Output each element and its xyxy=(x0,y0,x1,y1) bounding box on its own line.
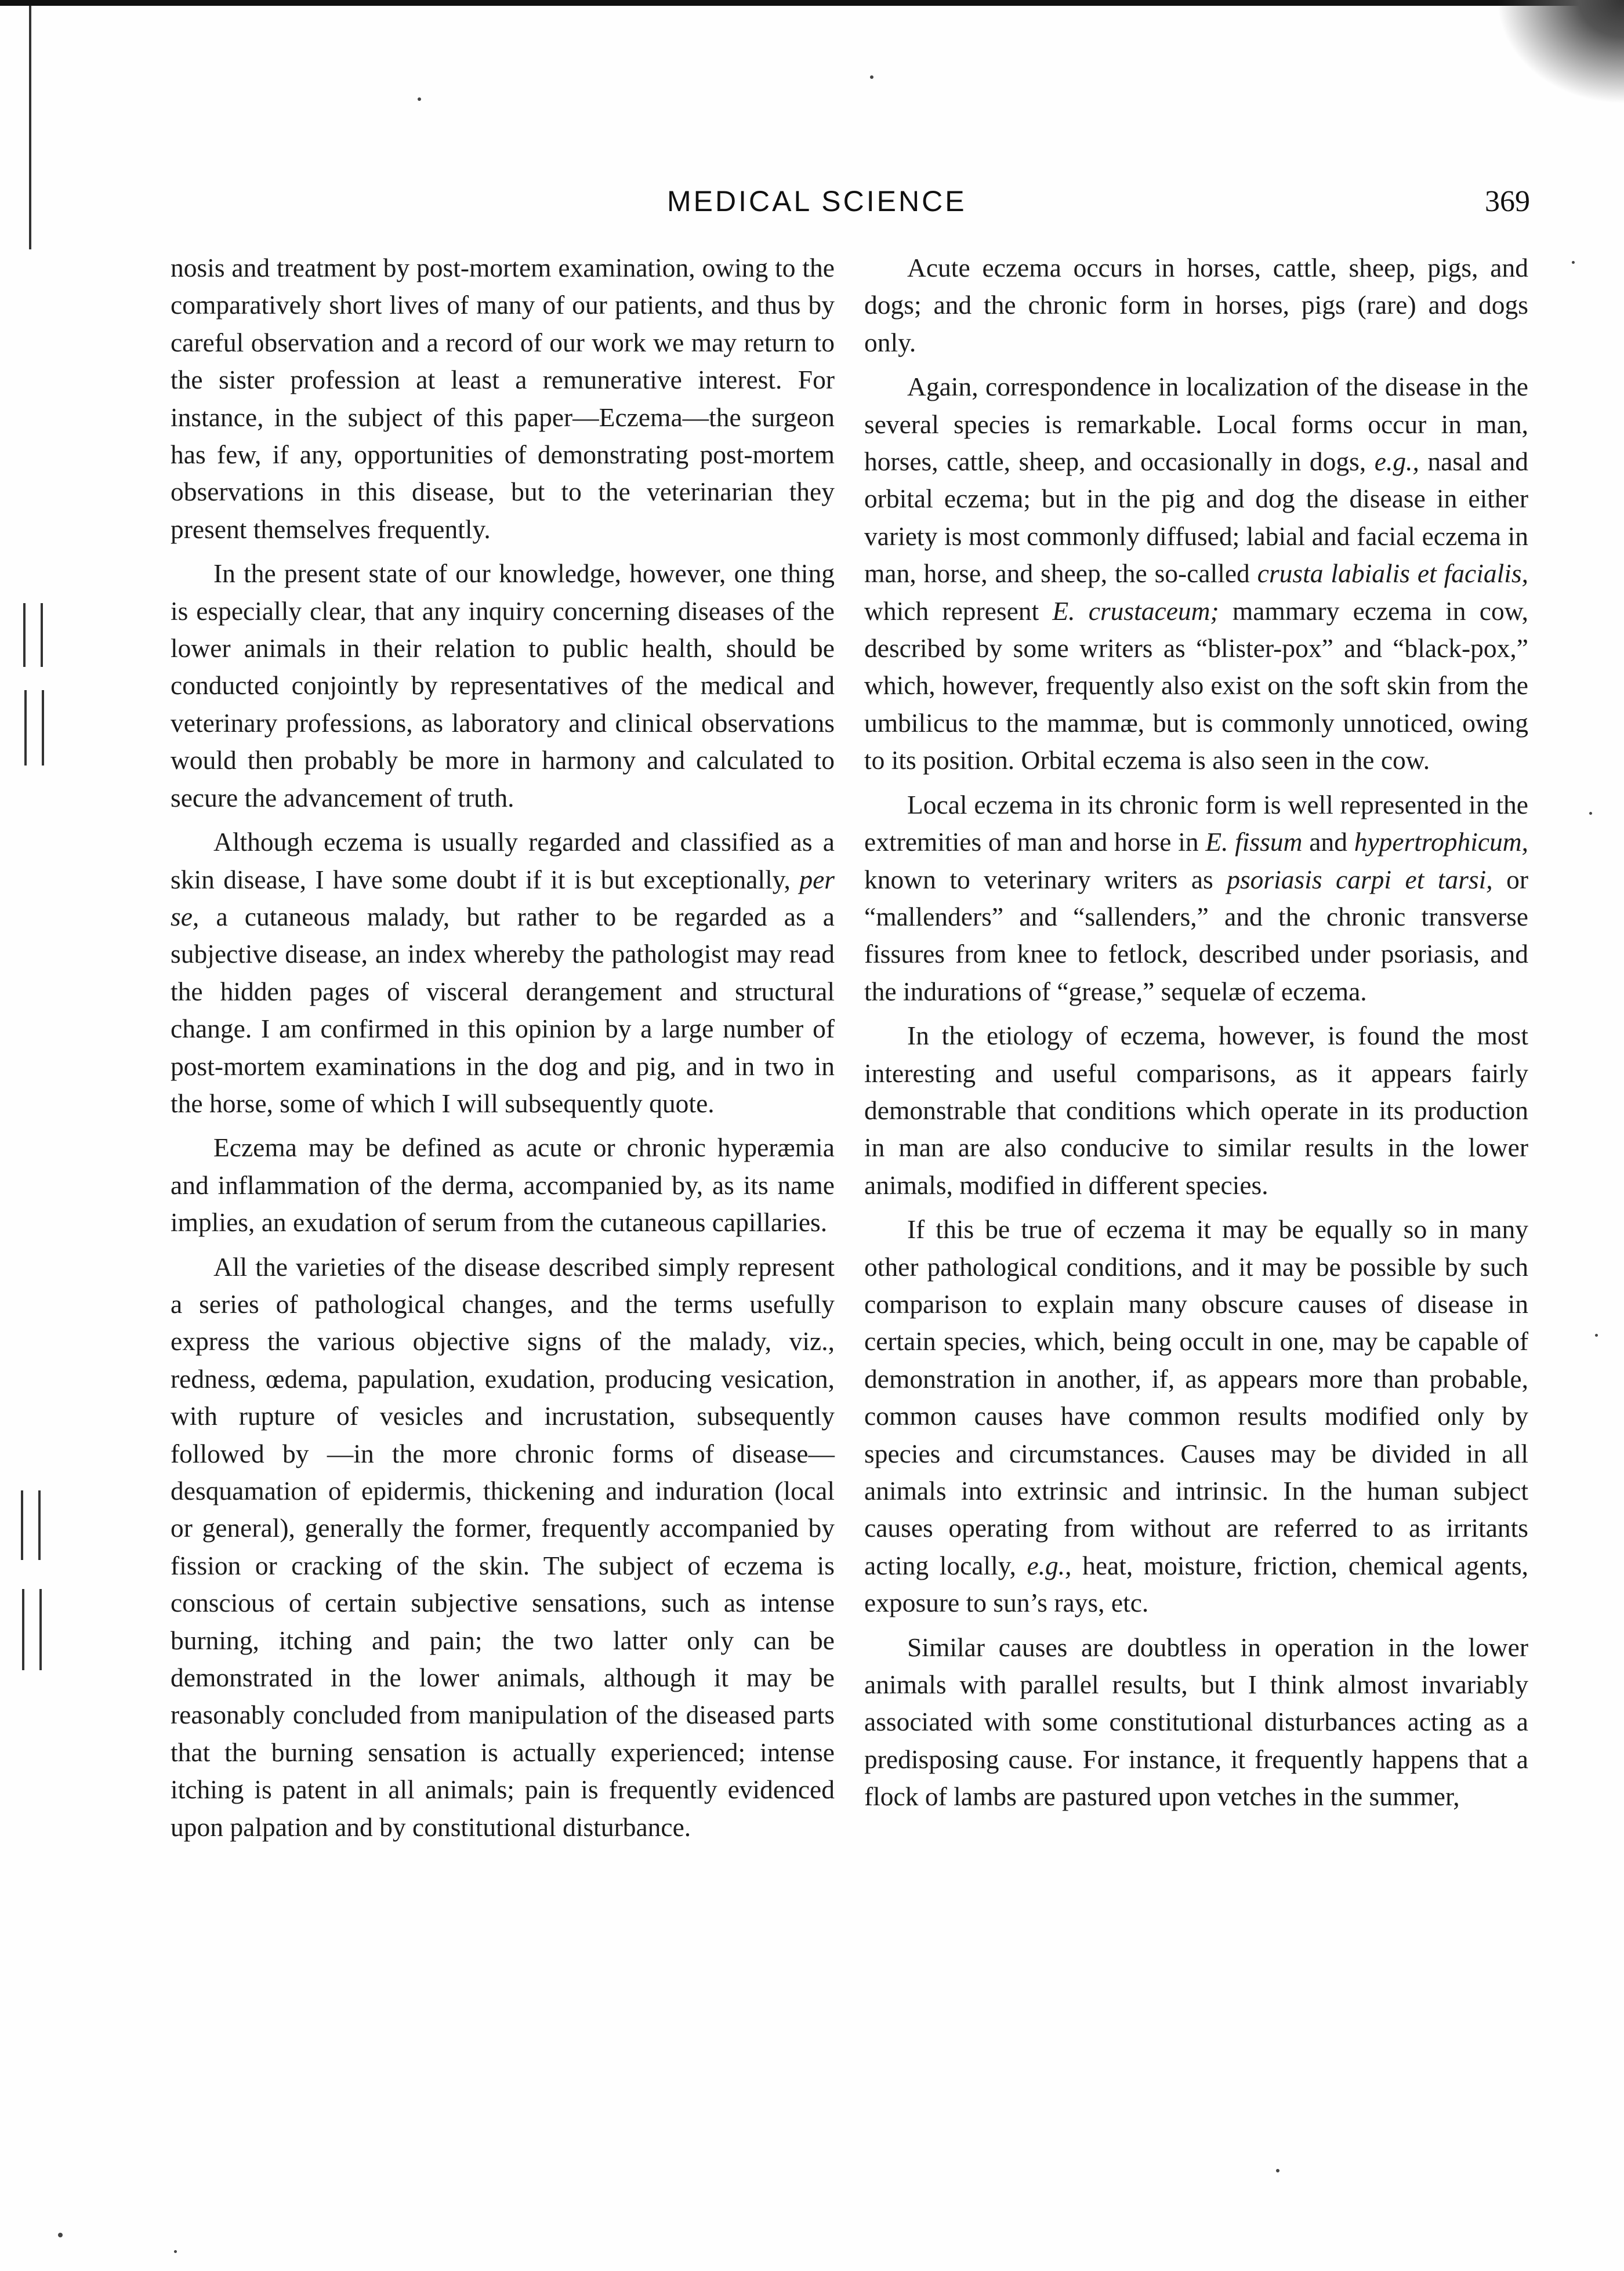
scan-edge-top xyxy=(0,0,1624,6)
running-head-title: MEDICAL SCIENCE xyxy=(667,185,967,217)
running-head xyxy=(0,184,1624,219)
scan-speck xyxy=(1595,1334,1598,1337)
scan-corner-shadow xyxy=(1496,0,1624,104)
margin-ring-mark xyxy=(23,603,43,667)
left-column xyxy=(171,249,835,1853)
scan-speck xyxy=(58,2233,63,2237)
paragraph: Similar causes are doubtless in operation in the lower animals with parallel results, but I think almost invariably associated with some constitutional disturbances acting as a predisposing cause. For instance, it frequently happens that a flock of lambs are pastured upon vetches in the summer, xyxy=(864,1632,1528,1812)
scan-speck xyxy=(1572,261,1575,264)
margin-ring-mark xyxy=(22,1589,42,1670)
paragraph: nosis and treatment by post-mortem examination, owing to the comparatively short lives of many of our patients, and thus by careful observation and a record of our work we may return to the sister profession at least a remunerative interest. For instance, in the subject of this paper—Eczema—the surgeon has few, if any, opportunities of demonstrating post-mortem observations in this disease, but to the veterinarian they present themselves frequently. xyxy=(171,253,835,544)
paragraph: Although eczema is usually regarded and classified as a skin disease, I have some doubt if it is but exceptionally, per se, a cutaneous malady, but rather to be regarded as a subjective disease, an index whereby the pathologist may read the hidden pages of visceral derangement and structural change. I am confirmed in this opinion by a large number of post-mortem examinations in the dog and pig, and in two in the horse, some of which I will subsequently quote. xyxy=(171,827,835,1118)
scan-speck xyxy=(418,97,421,101)
scan-speck xyxy=(1589,812,1592,815)
paragraph: Local eczema in its chronic form is well represented in the extremities of man and horse in E. fissum and hypertrophicum, known to veterinary writers as psoriasis carpi et tarsi, or “mallenders” and “sallenders,” and the chronic transverse fissures from knee to fetlock, described under psoriasis, and the indurations of “grease,” sequelæ of eczema. xyxy=(864,789,1529,1006)
right-column xyxy=(864,249,1528,1823)
paragraph: In the etiology of eczema, however, is found the most interesting and useful comparisons, as it appears fairly demonstrable that conditions which operate in its production in man are also conducive to similar results in the lower animals, modified in different species. xyxy=(864,1021,1528,1200)
scan-speck xyxy=(1276,2169,1279,2172)
margin-ring-mark xyxy=(24,690,44,766)
paragraph: All the varieties of the disease described simply represent a series of pathological changes, and the terms usefully express the various objective signs of the malady, viz., redness, œdema, papulation, exudation, producing vesication, with rupture of vesicles and incrustation, subsequently followed by —in the more chronic forms of disease—desquamation of epidermis, thickening and induration (local or general), generally the former, frequently accompanied by fission or cracking of the skin. The subject of eczema is conscious of certain subjective sensations, such as intense burning, itching and pain; the two latter only can be demonstrated in the lower animals, although it may be reasonably concluded from manipulation of the diseased parts that the burning sensation is actually experienced; intense itching is patent in all animals; pain is frequently evidenced upon palpation and by constitutional disturbance. xyxy=(171,1251,835,1842)
scan-speck xyxy=(174,2250,177,2253)
scan-speck xyxy=(870,75,873,79)
paragraph: Again, correspondence in localization of the disease in the several species is remarkable. Local forms occur in man, horses, cattle, sheep, and occasionally in dogs, e.g., nasal and orbital eczema; but in the pig and dog the disease in either variety is most commonly diffused; labial and facial eczema in man, horse, and sheep, the so-called crusta labialis et facialis, which represent E. crustaceum; mammary eczema in cow, described by some writers as “blister-pox” and “black-pox,” which, however, frequently also exist on the soft skin from the umbilicus to the mammæ, but is commonly unnoticed, owing to its position. Orbital eczema is also seen in the cow. xyxy=(864,372,1529,775)
paragraph: In the present state of our knowledge, however, one thing is especially clear, that any inquiry concerning diseases of the lower animals in their relation to public health, should be conducted conjointly by representatives of the medical and veterinary professions, as laboratory and clinical observations would then probably be more in harmony and calculated to secure the advancement of truth. xyxy=(171,558,835,812)
paragraph: If this be true of eczema it may be equally so in many other pathological conditions, and it may be possible by such comparison to explain many obscure causes of disease in certain species, which, being occult in one, may be capable of demonstration in another, if, as appears more than probable, common causes have common results modified only by species and circumstances. Causes may be divided in all animals into extrinsic and intrinsic. In the human subject causes operating from without are referred to as irritants acting locally, e.g., heat, moisture, friction, chemical agents, exposure to sun’s rays, etc. xyxy=(864,1214,1529,1618)
margin-ring-mark xyxy=(21,1490,41,1560)
page-number: 369 xyxy=(1485,185,1530,218)
paragraph: Acute eczema occurs in horses, cattle, sheep, pigs, and dogs; and the chronic form in horses, pigs (rare) and dogs only. xyxy=(864,253,1528,357)
paragraph: Eczema may be defined as acute or chronic hyperæmia and inflammation of the derma, accompanied by, as its name implies, an exudation of serum from the cutaneous capillaries. xyxy=(171,1133,835,1238)
